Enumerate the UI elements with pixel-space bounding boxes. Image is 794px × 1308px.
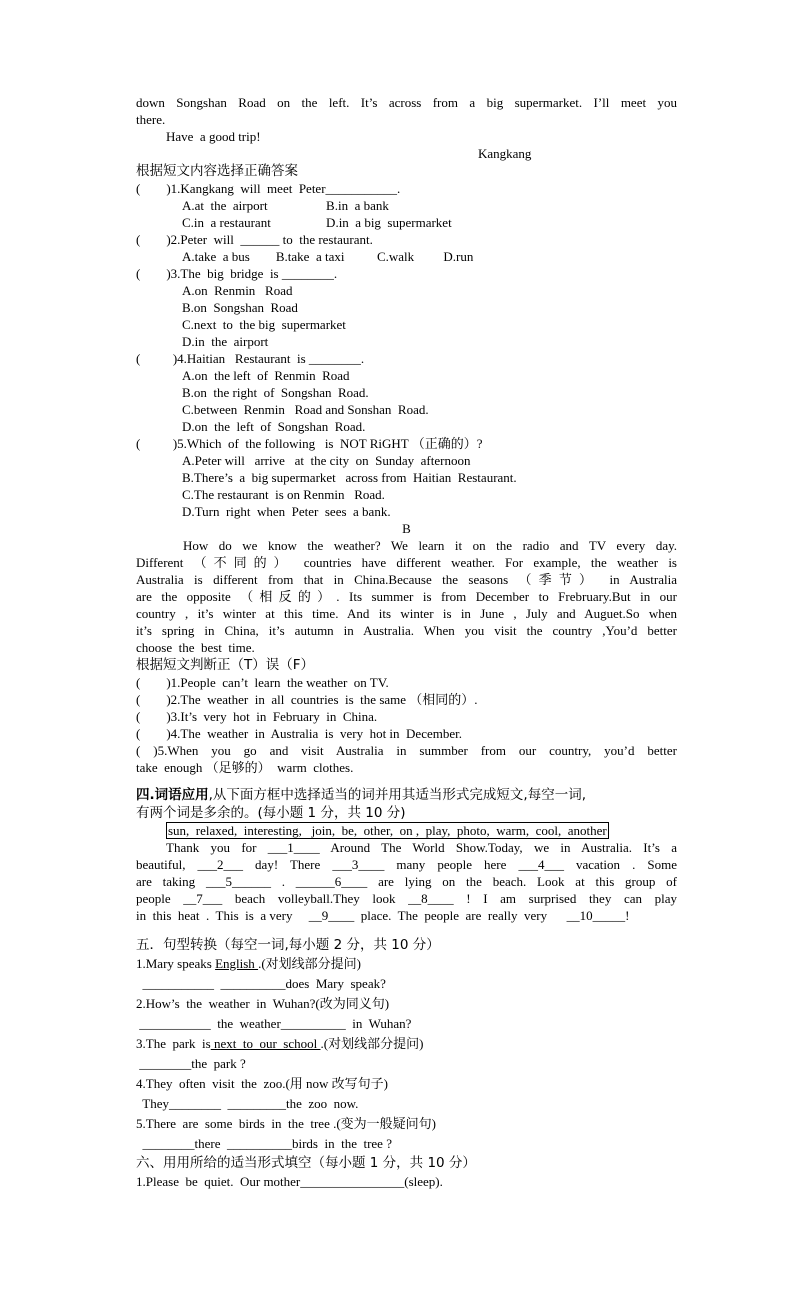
transform-question: 2.How’s the weather in Wuhan?(改为同义句) (136, 996, 390, 1011)
transform-question (136, 954, 677, 974)
answer-line: ___________ the weather__________ in Wuhan? (136, 1016, 412, 1031)
tf-item: ( )2.The weather in all countries is the same （相同的）. (136, 692, 478, 707)
question-option: A.Peter will arrive at the city on Sunday afternoon (182, 453, 471, 468)
question-option: B.on the right of Songshan Road. (182, 385, 369, 400)
question-option: C.The restaurant is on Renmin Road. (182, 487, 385, 502)
question-stem: ( )4.Haitian Restaurant is ________. (136, 351, 365, 366)
transform-question (136, 1034, 677, 1054)
passage-b-label: B (402, 521, 411, 536)
cloze-line: people __7___ beach volleyball.They look __8____ ! I am surprised they can play (136, 891, 677, 906)
question-stem: ( )3.The big bridge is ________. (136, 266, 338, 281)
cloze-line: in this heat . This is a very __9____ place. The people are really very __10_____! (136, 908, 630, 923)
worksheet-column (136, 94, 677, 1192)
word-box: sun, relaxed, interesting, join, be, other, on , play, photo, warm, cool, another (168, 823, 607, 838)
passage-b-line: choose the best time. (136, 640, 255, 655)
section-4-title-line2: 有两个词是多余的。(每小题 1 分，共 10 分) (136, 805, 406, 821)
answer-line: ___________ __________does Mary speak? (136, 976, 386, 991)
tf-item: ( )1.People can’t learn the weather on TV. (136, 675, 389, 690)
question-option: D.Turn right when Peter sees a bank. (182, 504, 391, 519)
q-underlined: next to our school (210, 1036, 321, 1051)
question-option: D.in the airport (182, 334, 269, 349)
section-4-title-bold: 四.词语应用 (136, 787, 209, 803)
question-option: A.at the airport B.in a bank (182, 198, 389, 213)
passage-b-line: country , it’s winter at this time. And its winter is in June , July and Auguet.So when (136, 606, 677, 621)
section-4-title (136, 786, 677, 804)
passage-b-line: it’s spring in China, it’s autumn in Australia. When you visit the country ,You’d better (136, 623, 677, 638)
q-text: 3.The park is (136, 1036, 211, 1051)
question-option: C.in a restaurant D.in a big supermarket (182, 215, 452, 230)
tf-item: ( )5.When you go and visit Australia in summber from our country, you’d better (136, 743, 677, 758)
answer-line: ________there __________birds in the tree ? (136, 1136, 392, 1151)
word-box-row (136, 822, 677, 839)
section-4-title-rest: ,从下面方框中选择适当的词并用其适当形式完成短文,每空一词, (208, 787, 587, 803)
question-option: D.on the left of Songshan Road. (182, 419, 366, 434)
question-option: B.on Songshan Road (182, 300, 298, 315)
q-underlined: English (215, 956, 259, 971)
question-option: A.on Renmin Road (182, 283, 293, 298)
cloze-line: beautiful, ___2___ day! There ___3____ many people here ___4___ vacation . Some (136, 857, 677, 872)
passage-b-line: Australia is different from that in China.Because the seasons （季节） in Australia (136, 572, 677, 587)
q-text: .(对划线部分提问) (258, 956, 361, 971)
question-option: C.between Renmin Road and Sonshan Road. (182, 402, 429, 417)
tf-item: ( )3.It’s very hot in February in China. (136, 709, 378, 724)
passage-a-closing: Have a good trip! (166, 129, 261, 144)
passage-b-line: Different （不同的） countries have different weather. For example, the weather is (136, 555, 677, 570)
section-6-title: 六、用用所给的适当形式填空（每小题 1 分，共 10 分） (136, 1155, 476, 1171)
section-5-title: 五．句型转换（每空一词,每小题 2 分，共 10 分） (136, 937, 440, 953)
tf-item-continued: take enough （足够的） warm clothes. (136, 760, 354, 775)
transform-question: 5.There are some birds in the tree .(变为一般疑问句) (136, 1116, 437, 1131)
question-option: C.next to the big supermarket (182, 317, 346, 332)
cloze-line: Thank you for ___1____ Around The World Show.Today, we in Australia. It’s a (166, 840, 677, 855)
question-option: A.take a bus B.take a taxi C.walk D.run (182, 249, 474, 264)
cloze-line: are taking ___5______ . ______6____ are lying on the beach. Look at this group of (136, 874, 677, 889)
section-b-instruction: 根据短文判断正（T）误（F） (136, 657, 315, 673)
question-option: B.There’s a big supermarket across from Haitian Restaurant. (182, 470, 517, 485)
question-option: A.on the left of Renmin Road (182, 368, 350, 383)
transform-question: 4.They often visit the zoo.(用 now 改写句子) (136, 1076, 389, 1091)
fill-question: 1.Please be quiet. Our mother________________(sleep). (136, 1174, 443, 1189)
passage-a-signature: Kangkang (478, 146, 532, 161)
question-stem: ( )2.Peter will ______ to the restaurant. (136, 232, 373, 247)
answer-line: They________ _________the zoo now. (136, 1096, 359, 1111)
tf-item: ( )4.The weather in Australia is very hot in December. (136, 726, 462, 741)
answer-line: ________the park ? (136, 1056, 246, 1071)
passage-a-line: there. (136, 112, 166, 127)
section-a-instruction: 根据短文内容选择正确答案 (136, 163, 298, 179)
question-stem: ( )1.Kangkang will meet Peter___________. (136, 181, 401, 196)
question-stem: ( )5.Which of the following is NOT RiGHT （正确的）? (136, 436, 483, 451)
q-text: .(对划线部分提问) (320, 1036, 424, 1051)
q-text: 1.Mary speaks (136, 956, 216, 971)
passage-b-line: are the opposite （相反的）. Its summer is from December to Frebruary.But in our (136, 589, 677, 604)
passage-a-line: down Songshan Road on the left. It’s across from a big supermarket. I’ll meet you (136, 95, 677, 110)
passage-b-line: How do we know the weather? We learn it on the radio and TV every day. (183, 538, 677, 553)
